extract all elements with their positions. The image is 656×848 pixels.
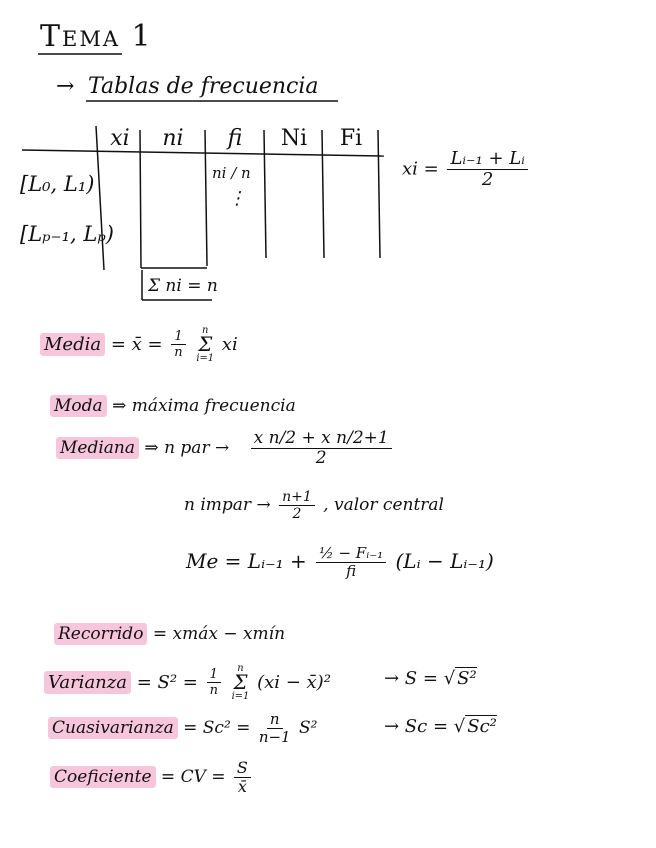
cuasivarianza-equals: = Sc² =: [183, 718, 251, 738]
class-mark-lhs: xi =: [402, 158, 439, 180]
desviacion-radicand: S²: [457, 668, 477, 689]
cuasivarianza-fraction: [259, 712, 291, 745]
varianza-frac-den: n: [209, 683, 218, 699]
recorrido-label: Recorrido: [54, 623, 147, 645]
page-title: Tema 1: [40, 19, 153, 54]
mediana-par-line: [56, 430, 395, 467]
mediana-impar-text: n impar →: [184, 495, 271, 515]
table-row-label: [L₀, L₁): [20, 172, 95, 196]
cuasi-desviacion-radicand: Sc²: [467, 716, 497, 737]
cuasivarianza-label: Cuasivarianza: [48, 717, 178, 739]
cuasivarianza-term: S²: [299, 718, 318, 738]
coeficiente-fraction: [234, 760, 251, 795]
recorrido-text: = xmáx − xmín: [152, 624, 286, 644]
media-fraction: [171, 330, 185, 359]
recorrido-line: [54, 626, 285, 643]
me-rhs: (Lᵢ − Lᵢ₋₁): [395, 549, 494, 573]
media-equals: = x̄ =: [110, 333, 163, 355]
varianza-line: [44, 664, 331, 702]
me-fraction: [316, 546, 386, 579]
class-mark-fraction: [447, 150, 527, 189]
moda-label: Moda: [50, 395, 107, 417]
class-mark-formula: [402, 150, 531, 189]
cuasi-desviacion-prefix: → Sc =: [384, 716, 449, 737]
cuasivarianza-frac-den: n−1: [258, 728, 291, 746]
coeficiente-frac-den: x̄: [237, 777, 247, 796]
varianza-sum-bottom: i=1: [231, 690, 250, 702]
varianza-sum-top: n: [237, 663, 244, 674]
media-summation: [196, 326, 214, 364]
coeficiente-frac-num: S: [234, 760, 251, 778]
media-frac-den: n: [174, 345, 183, 361]
media-formula: [40, 326, 238, 364]
section-heading: Tablas de frecuencia: [88, 74, 319, 99]
cuasivarianza-frac-num: n: [267, 712, 283, 729]
sum-ni-label: Σ ni = n: [148, 276, 218, 296]
media-frac-num: 1: [171, 330, 185, 345]
col-header-xi: xi: [110, 126, 130, 151]
class-mark-numerator: Lᵢ₋₁ + Lᵢ: [447, 150, 527, 170]
mediana-par-text: ⇒ n par →: [144, 438, 230, 458]
mediana-impar-suffix: , valor central: [323, 495, 444, 515]
mediana-par-num: x n/2 + x n/2+1: [251, 430, 392, 449]
col-header-fi: fi: [227, 126, 243, 151]
col-header-ni: ni: [162, 126, 184, 151]
table-row-label: [Lₚ₋₁, Lₚ): [20, 222, 114, 246]
mediana-label: Mediana: [56, 437, 139, 459]
coeficiente-line: [50, 760, 254, 795]
col-header-Ni: Ni: [280, 126, 308, 151]
cuasi-desviacion: [384, 718, 497, 736]
media-sum-bottom: i=1: [196, 352, 215, 364]
moda-line: [50, 398, 296, 415]
varianza-frac-num: 1: [207, 668, 221, 683]
me-den: fi: [346, 562, 357, 580]
media-label: Media: [40, 333, 105, 356]
desviacion-tipica: [384, 670, 477, 688]
me-lhs: Me = Lᵢ₋₁ +: [186, 549, 307, 573]
fi-cell-dots: ⋮: [228, 188, 246, 209]
me-num: ½ − Fᵢ₋₁: [316, 546, 386, 563]
col-header-Fi: Fi: [339, 126, 363, 151]
sigma-icon: Σ: [233, 670, 248, 694]
sigma-icon: Σ: [198, 332, 213, 356]
class-mark-denominator: 2: [481, 169, 494, 190]
varianza-term: (xi − x̄)²: [257, 671, 331, 693]
subtitle-arrow: →: [56, 74, 75, 99]
varianza-summation: [232, 664, 250, 702]
varianza-label: Varianza: [44, 671, 131, 694]
mediana-par-den: 2: [315, 448, 327, 468]
mediana-impar-den: 2: [292, 506, 302, 522]
mediana-impar-num: n+1: [279, 490, 315, 506]
varianza-fraction: [207, 668, 221, 697]
me-formula: [186, 546, 494, 579]
mediana-impar-fraction: [279, 490, 315, 521]
mediana-impar-line: [184, 490, 444, 521]
moda-text: ⇒ máxima frecuencia: [112, 396, 296, 416]
fi-cell-value: ni / n: [212, 164, 251, 182]
mediana-par-fraction: [251, 430, 392, 467]
coeficiente-label: Coeficiente: [50, 766, 156, 788]
desviacion-prefix: → S =: [384, 668, 438, 689]
media-sum-top: n: [202, 325, 209, 336]
sqrt-icon: √: [443, 668, 456, 689]
cuasivarianza-line: [48, 712, 317, 745]
coeficiente-equals: = CV =: [160, 767, 226, 787]
media-term: xi: [221, 333, 238, 355]
sqrt-icon: √: [453, 716, 466, 737]
varianza-equals: = S² =: [136, 671, 198, 693]
